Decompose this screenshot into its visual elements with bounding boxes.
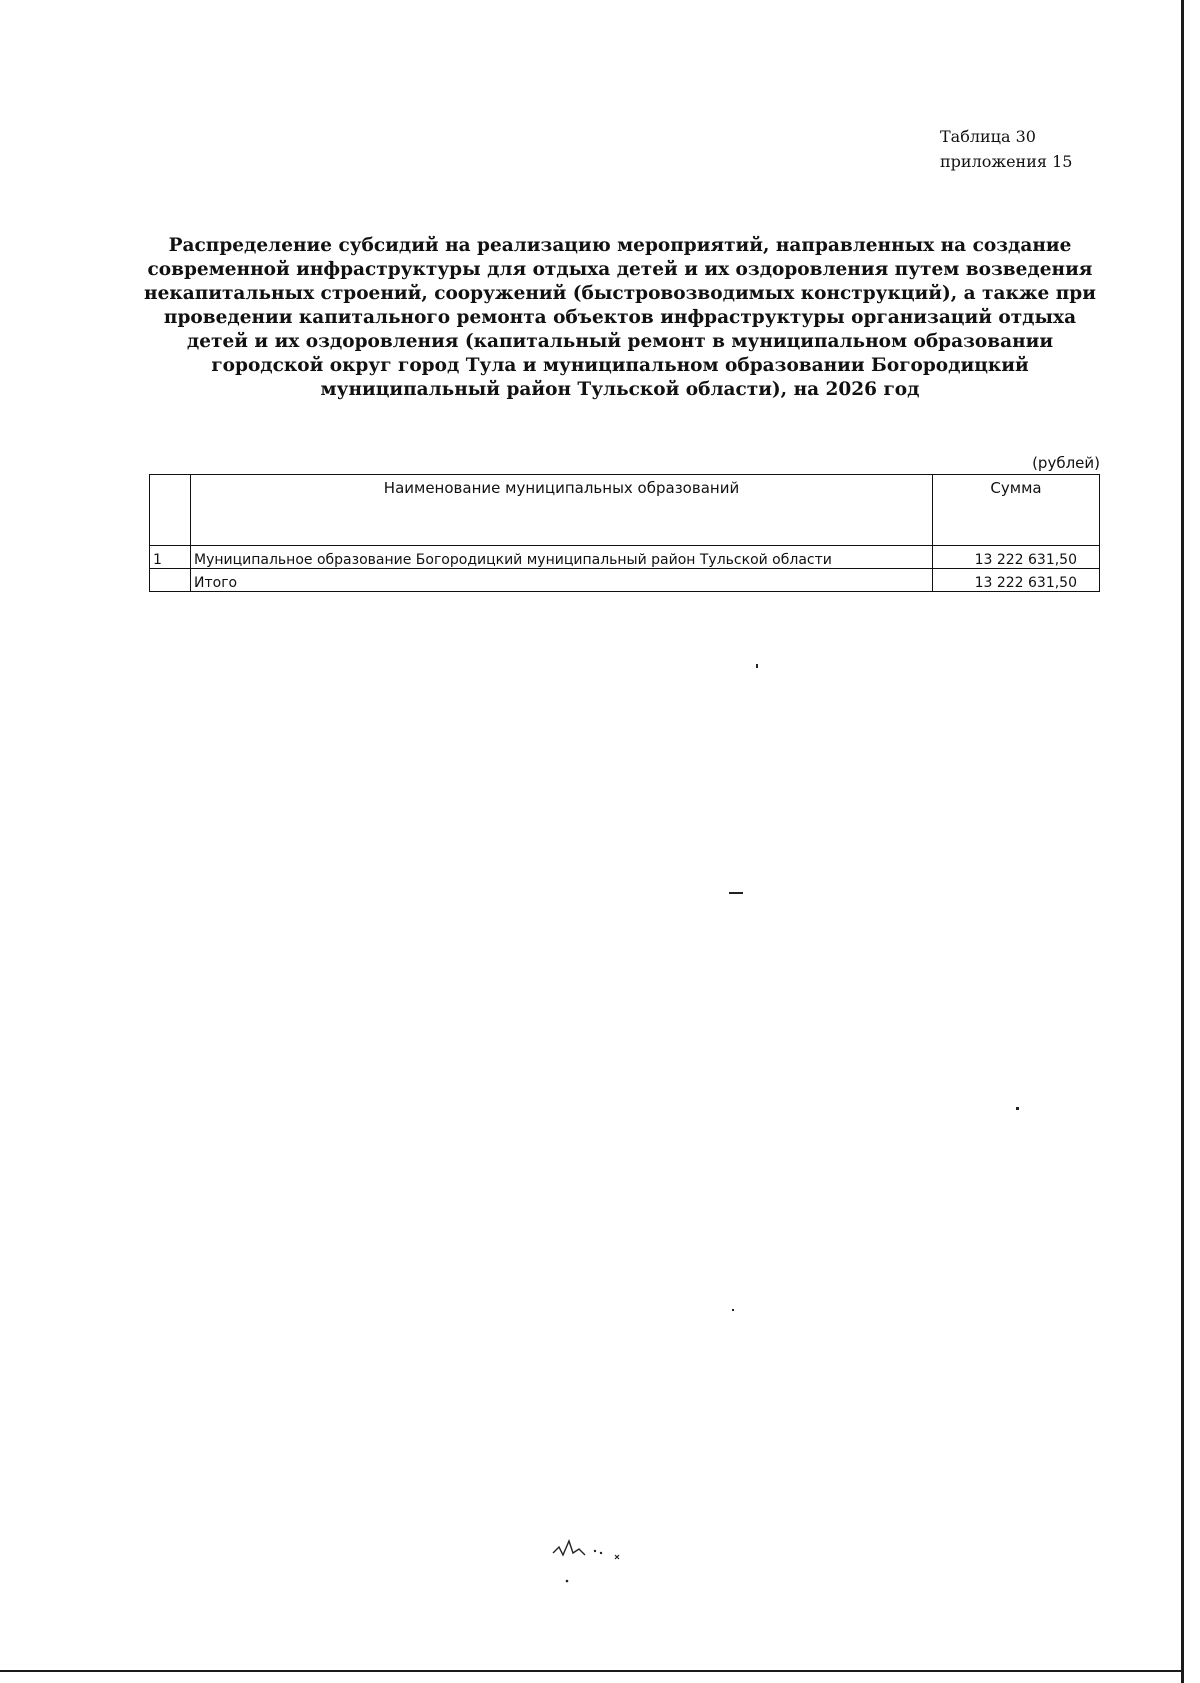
subsidy-table [149, 474, 1100, 592]
row-sum: 13 222 631,50 [933, 546, 1100, 569]
scan-speck [756, 664, 758, 668]
table-header-row [150, 475, 1100, 546]
header-sum: Сумма [933, 475, 1100, 546]
table-row [150, 546, 1100, 569]
table-reference [940, 124, 1072, 174]
row-name: Муниципальное образование Богородицкий муниципальный район Тульской области [191, 546, 933, 569]
total-number [150, 569, 191, 592]
total-label: Итого [191, 569, 933, 592]
scan-dash [729, 892, 743, 894]
document-title: Распределение субсидий на реализацию мероприятий, направленных на создание современной инфраструктуры для отдыха детей и их оздоровления путем возведения некапитальных строений, сооружений (быстровозводимых конструкций), а также при проведении капитального ремонта объектов инфраструктуры организаций отдыха детей и их оздоровления (капитальный ремонт в муниципальном образовании городской округ город Тула и муниципальном образовании Богородицкий муниципальный район Тульской области), на 2026 год [144, 235, 1096, 400]
signature-scribble [545, 1525, 665, 1595]
total-row [150, 569, 1100, 592]
total-sum: 13 222 631,50 [933, 569, 1100, 592]
header-number [150, 475, 191, 546]
units-label: (рублей) [1032, 454, 1100, 472]
row-number: 1 [150, 546, 191, 569]
header-name: Наименование муниципальных образований [191, 475, 933, 546]
scan-border-right [1181, 0, 1184, 1683]
scan-border-bottom [0, 1670, 1184, 1672]
scan-speck [1016, 1107, 1019, 1110]
scan-speck [732, 1309, 734, 1311]
table-number: Таблица 30 [940, 127, 1036, 146]
appendix-number: приложения 15 [940, 152, 1073, 171]
